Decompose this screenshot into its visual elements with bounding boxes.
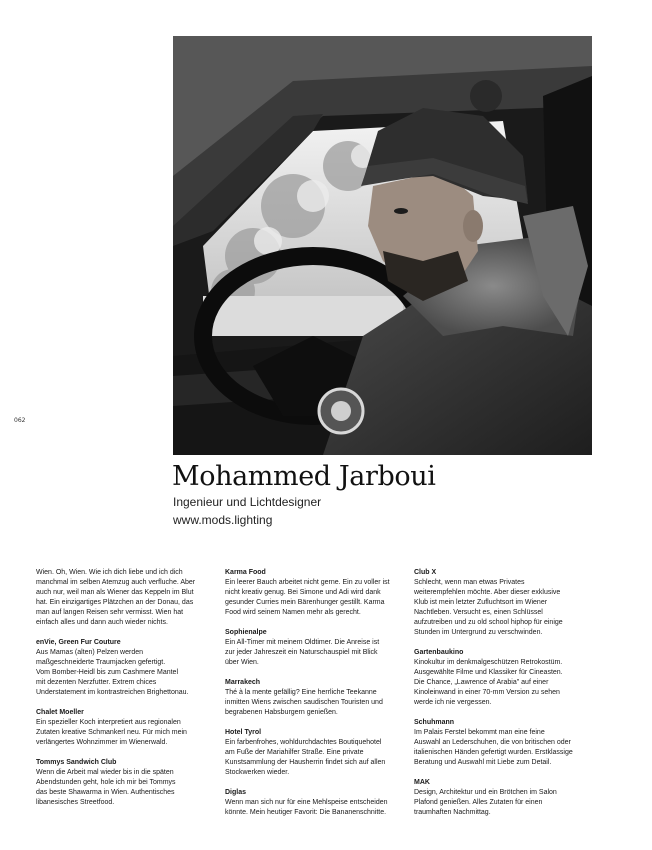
- entry-text: Wenn die Arbeit mal wieder bis in die späten Abendstunden geht, hole ich mir bei Tommys das beste Shawarma in Wien. Authentisches libanesisches Streetfood.: [36, 769, 176, 806]
- entry-title: Hotel Tyrol: [225, 729, 262, 736]
- entry-gartenbaukino: [414, 648, 594, 708]
- entry-text: Aus Mamas (alten) Pelzen werden maßgeschneiderte Traumjacken gefertigt. Vom Bomber-Heidl bis zum Cashmere Mantel mit dezenten Nerzfutter. Extrem chices Understatement im kontrastreichen Brighettonau.: [36, 649, 189, 696]
- entry-club-x: [414, 568, 594, 638]
- entry-hotel-tyrol: [225, 728, 405, 778]
- entry-title: enVie, Green Fur Couture: [36, 639, 121, 646]
- entry-title: Marrakech: [225, 679, 261, 686]
- entry-title: Karma Food: [225, 569, 266, 576]
- text-column-2: [225, 568, 405, 828]
- entry-title: Diglas: [225, 789, 247, 796]
- entry-text: Thé à la mente gefällig? Eine herrliche Teekanne inmitten Wiens zwischen saudischen Touristen und begrabenen Habsburgern genießen.: [225, 689, 383, 716]
- page-number: 062: [14, 417, 26, 424]
- entry-text: Ein spezieller Koch interpretiert aus regionalen Zutaten kreative Schmankerl neu. Für mich mein verlängertes Wohnzimmer im Wienerwald.: [36, 719, 187, 746]
- entry-envie: [36, 638, 216, 698]
- portrait-photo-graphic: [173, 36, 592, 455]
- entry-schuhmann: [414, 718, 594, 768]
- text-column-1: [36, 568, 216, 818]
- entry-text: Im Palais Ferstel bekommt man eine feine Auswahl an Lederschuhen, die von britischen oder italienischen Händen gefertigt wurden. Erstklassige Beratung und Auswahl mit Liebe zum Detail.: [414, 729, 573, 766]
- portrait-photo: [173, 36, 592, 455]
- person-website: www.mods.lighting: [173, 513, 273, 527]
- entry-title: Schuhmann: [414, 719, 455, 726]
- entry-text: Ein leerer Bauch arbeitet nicht gerne. Ein zu voller ist nicht kreativ genug. Bei Simone und Adi wird dank gesunder Curries mein Bärenhunger gestillt. Karma Food wird seinem Namen mehr als gerecht.: [225, 579, 390, 616]
- entry-diglas: [225, 788, 405, 818]
- entry-text: Kinokultur im denkmalgeschützen Retrokostüm. Ausgewählte Filme und Klassiker für Cineasten. Die Chance, „Lawrence of Arabia" auf einer Kinoleinwand in einer 70-mm Version zu sehen werde ich nie vergessen.: [414, 659, 563, 706]
- entry-text: Wien. Oh, Wien. Wie ich dich liebe und ich dich manchmal im selben Atemzug auch verfluche. Aber auch nur, weil man als Wiener das Keppeln im Blut hat. Ein einzigartiges Plätzchen an der Donau, das man auf langen Reisen sehr vermisst. Wien hat einfach alles und dann auch wieder nichts.: [36, 569, 196, 626]
- entry-chalet-moeller: [36, 708, 216, 748]
- entry-title: MAK: [414, 779, 430, 786]
- entry-text: Schlecht, wenn man etwas Privates weiterempfehlen möchte. Aber dieser exklusive Klub ist mein letzter Zufluchtsort im Wiener Nachtleben. Versucht es, einen Schlüssel aufzutreiben und zu old school hiphop für einige Stunden im Untergrund zu verschwinden.: [414, 579, 563, 636]
- entry-title: Club X: [414, 569, 437, 576]
- entry-text: Wenn man sich nur für eine Mehlspeise entscheiden könnte. Mein heutiger Favorit: Die Bananenschnitte.: [225, 799, 388, 816]
- entry-title: Gartenbaukino: [414, 649, 464, 656]
- entry-karma-food: [225, 568, 405, 618]
- person-name: Mohammed Jarboui: [172, 461, 436, 492]
- entry-title: Tommys Sandwich Club: [36, 759, 117, 766]
- entry-text: Design, Architektur und ein Brötchen im Salon Plafond genießen. Alles Zutaten für einen traumhaften Nachmittag.: [414, 789, 557, 816]
- entry-text: Ein All-Timer mit meinem Oldtimer. Die Anreise ist zur jeder Jahreszeit ein Naturschauspiel mit Blick über Wien.: [225, 639, 380, 666]
- entry-mak: [414, 778, 594, 818]
- entry-tommys: [36, 758, 216, 808]
- person-role: Ingenieur und Lichtdesigner: [173, 495, 322, 509]
- text-column-3: [414, 568, 594, 828]
- entry-title: Sophienalpe: [225, 629, 267, 636]
- entry-marrakech: [225, 678, 405, 718]
- entry-text: Ein farbenfrohes, wohldurchdachtes Boutiquehotel am Fuße der Mariahilfer Straße. Eine private Kunstsammlung der Hausherrin findet sich auf allen Stockwerken wieder.: [225, 739, 386, 776]
- entry-sophienalpe: [225, 628, 405, 668]
- entry-title: Chalet Moeller: [36, 709, 84, 716]
- entry-intro: [36, 568, 216, 628]
